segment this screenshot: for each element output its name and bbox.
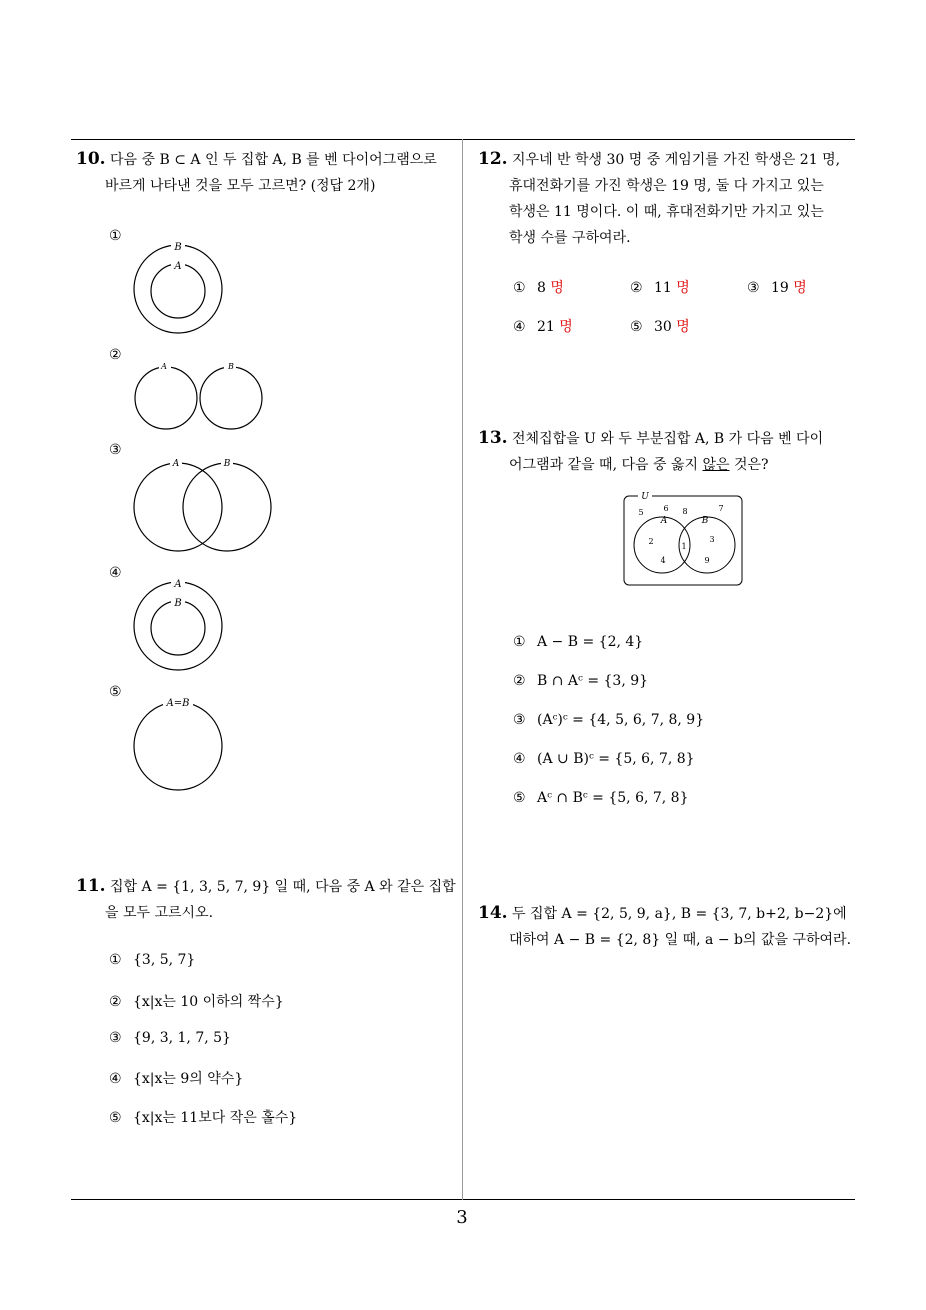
outer-label: B xyxy=(174,242,182,253)
left-circle xyxy=(135,367,197,429)
a-only-element: 2 xyxy=(648,537,654,546)
outer-circle xyxy=(134,582,222,670)
inner-label: B xyxy=(174,598,182,609)
q13-option-3[interactable]: ③ (Aᶜ)ᶜ = {4, 5, 6, 7, 8, 9} xyxy=(513,712,705,728)
question-12 xyxy=(478,146,863,251)
question-text-line1: 집합 A = {1, 3, 5, 7, 9} 일 때, 다음 중 A 와 같은 집합 xyxy=(110,879,456,895)
question-text-line1: 두 집합 A = {2, 5, 9, a}, B = {3, 7, b+2, b−2}에 xyxy=(512,906,847,922)
q13-option-4[interactable]: ④ (A ∪ B)ᶜ = {5, 6, 7, 8} xyxy=(513,751,695,767)
left-circle xyxy=(134,463,222,551)
b-only-element: 3 xyxy=(709,535,715,544)
inner-label: A xyxy=(174,261,182,272)
right-circle xyxy=(200,367,262,429)
q13-option-2[interactable]: ② B ∩ Aᶜ = {3, 9} xyxy=(513,673,649,689)
venn-diagram-1 xyxy=(125,236,235,341)
set-a-label: A xyxy=(660,516,668,526)
question-number: 11. xyxy=(76,876,106,896)
question-number: 14. xyxy=(478,903,508,923)
b-only-element: 9 xyxy=(704,556,710,565)
set-b-label: B xyxy=(701,516,709,526)
q12-option-2[interactable]: ② 11 명 xyxy=(630,280,690,296)
outside-element: 7 xyxy=(718,504,724,513)
question-13 xyxy=(478,425,863,478)
venn-diagram-3 xyxy=(125,452,280,557)
question-text-line1: 다음 중 B ⊂ A 인 두 집합 A, B 를 벤 다이어그램으로 xyxy=(110,152,437,168)
left-label: A xyxy=(172,459,180,469)
outer-circle xyxy=(134,245,222,333)
question-number: 10. xyxy=(76,149,106,169)
q12-option-1[interactable]: ① 8 명 xyxy=(513,280,564,296)
option-mark-5[interactable]: ⑤ xyxy=(109,684,122,700)
q13-option-5[interactable]: ⑤ Aᶜ ∩ Bᶜ = {5, 6, 7, 8} xyxy=(513,790,689,806)
question-text-line1: 지우네 반 학생 30 명 중 게임기를 가진 학생은 21 명, xyxy=(512,152,841,168)
circle-label: A=B xyxy=(166,698,190,709)
q11-option-1[interactable]: ① {3, 5, 7} xyxy=(109,952,196,968)
question-text-line2: 을 모두 고르시오. xyxy=(105,905,214,921)
venn-diagram-5 xyxy=(125,694,235,794)
intersection-element: 1 xyxy=(681,542,687,551)
question-text-line1: 전체집합을 U 와 두 부분집합 A, B 가 다음 벤 다이 xyxy=(512,431,824,447)
q11-option-3[interactable]: ③ {9, 3, 1, 7, 5} xyxy=(109,1030,231,1046)
option-mark-2[interactable]: ② xyxy=(109,347,122,363)
right-label: B xyxy=(223,459,231,469)
outside-element: 5 xyxy=(638,508,644,517)
single-circle xyxy=(134,702,222,790)
option-mark-4[interactable]: ④ xyxy=(109,565,122,581)
option-mark-3[interactable]: ③ xyxy=(109,442,122,458)
venn-diagram-4 xyxy=(125,573,235,678)
q12-option-4[interactable]: ④ 21 명 xyxy=(513,319,573,335)
column-divider xyxy=(462,139,463,1200)
right-circle xyxy=(183,463,271,551)
question-text-line2: 대하여 A − B = {2, 8} 일 때, a − b의 값을 구하여라. xyxy=(509,932,852,948)
outside-element: 8 xyxy=(682,507,688,516)
venn-diagram-2 xyxy=(125,357,270,432)
question-text-line4: 학생 수를 구하여라. xyxy=(509,230,631,246)
question-14 xyxy=(478,900,863,953)
question-text-line2: 어그램과 같을 때, 다음 중 옳지 않은 것은? xyxy=(509,457,769,473)
question-text-line2: 휴대전화기를 가진 학생은 19 명, 둘 다 가지고 있는 xyxy=(509,178,824,194)
top-rule xyxy=(71,139,855,140)
q12-option-3[interactable]: ③ 19 명 xyxy=(747,280,807,296)
right-label: B xyxy=(228,362,234,371)
q11-option-2[interactable]: ② {x|x는 10 이하의 짝수} xyxy=(109,994,284,1010)
question-number: 12. xyxy=(478,149,508,169)
q12-option-5[interactable]: ⑤ 30 명 xyxy=(630,319,690,335)
question-10 xyxy=(76,146,458,199)
q11-option-5[interactable]: ⑤ {x|x는 11보다 작은 홀수} xyxy=(109,1110,298,1126)
bottom-rule xyxy=(71,1199,855,1200)
question-text-line2: 바르게 나타낸 것을 모두 고르면? (정답 2개) xyxy=(105,178,376,194)
question-11 xyxy=(76,873,458,926)
a-only-element: 4 xyxy=(660,556,666,565)
question-text-line3: 학생은 11 명이다. 이 때, 휴대전화기만 가지고 있는 xyxy=(509,204,824,220)
q13-option-1[interactable]: ① A − B = {2, 4} xyxy=(513,634,644,650)
page-number: 3 xyxy=(456,1207,468,1228)
question-number: 13. xyxy=(478,428,508,448)
inner-circle xyxy=(151,601,205,655)
venn-diagram-universe xyxy=(622,489,746,589)
universe-label: U xyxy=(641,492,649,502)
left-label: A xyxy=(161,362,167,371)
inner-circle xyxy=(151,264,205,318)
option-mark-1[interactable]: ① xyxy=(109,228,122,244)
outside-element: 6 xyxy=(663,504,669,513)
q11-option-4[interactable]: ④ {x|x는 9의 약수} xyxy=(109,1071,244,1087)
outer-label: A xyxy=(174,579,182,590)
